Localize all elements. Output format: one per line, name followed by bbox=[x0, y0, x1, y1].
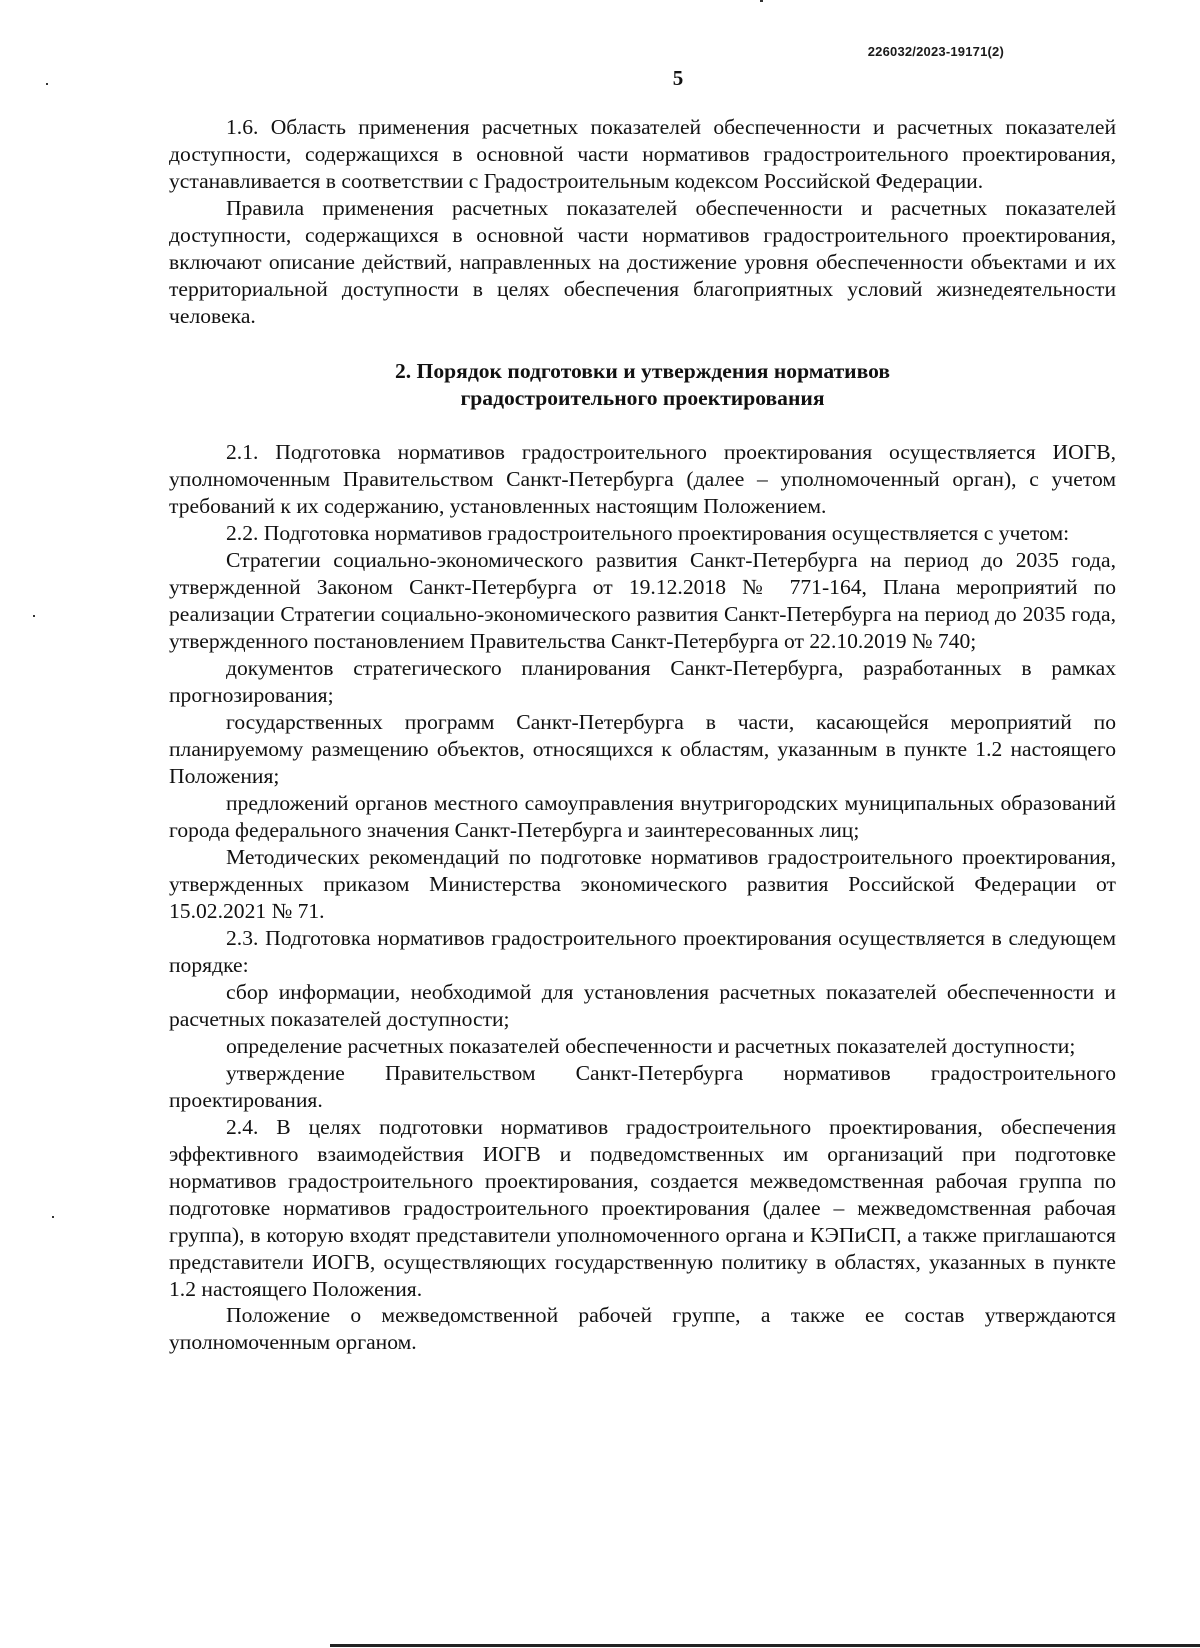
list-item-local-proposals: предложений органов местного самоуправления внутригородских муниципальных образований города федерального значения Санкт-Петербурга и заинтересованных лиц; bbox=[169, 791, 1116, 842]
section-2-heading-line-2: градостроительного проектирования bbox=[460, 386, 825, 410]
list-item-methodical-recommendations: Методических рекомендаций по подготовке нормативов градостроительного проектирования, утвержденных приказом Министерства экономического развития Российской Федерации от 15.02.2021 № 71. bbox=[169, 845, 1116, 923]
paragraph-2-2: 2.2. Подготовка нормативов градостроительного проектирования осуществляется с учетом: bbox=[226, 521, 1070, 545]
list-item-information-collection: сбор информации, необходимой для установления расчетных показателей обеспеченности и расчетных показателей доступности; bbox=[169, 980, 1116, 1031]
list-item-indicators-definition: определение расчетных показателей обеспеченности и расчетных показателей доступности; bbox=[226, 1034, 1076, 1058]
paragraph-2-1: 2.1. Подготовка нормативов градостроительного проектирования осуществляется ИОГВ, уполномоченным Правительством Санкт-Петербурга (далее – уполномоченный орган), с учетом требований к их содержанию, установленных настоящим Положением. bbox=[169, 440, 1116, 518]
section-2-heading-line-1: 2. Порядок подготовки и утверждения нормативов bbox=[394, 359, 891, 383]
document-registration-number: 226032/2023-19171(2) bbox=[867, 44, 1004, 59]
paragraph-2-4: 2.4. В целях подготовки нормативов градостроительного проектирования, обеспечения эффективного взаимодействия ИОГВ и подведомственных им организаций при подготовке нормативов градостроительного проектирования, создается межведомственная рабочая группа по подготовке нормативов градостроительного проектирования (далее – межведомственная рабочая группа), в которую входят представители уполномоченного органа и КЭПиСП, а также приглашаются представители ИОГВ, осуществляющих государственную политику в областях, указанных в пункте 1.2 настоящего Положения. bbox=[169, 1115, 1116, 1301]
paragraph-working-group-regulation: Положение о межведомственной рабочей группе, а также ее состав утверждаются уполномоченным органом. bbox=[169, 1303, 1116, 1354]
list-item-state-programs: государственных программ Санкт-Петербурга в части, касающейся мероприятий по планируемому размещению объектов, относящихся к областям, указанным в пункте 1.2 настоящего Положения; bbox=[169, 710, 1116, 788]
scan-artifact-dot bbox=[52, 1216, 54, 1218]
paragraph-application-rules: Правила применения расчетных показателей обеспеченности и расчетных показателей доступности, содержащихся в основной части нормативов градостроительного проектирования, включают описание действий, направленных на достижение уровня обеспеченности объектами и их территориальной доступности в целях обеспечения благоприятных условий жизнедеятельности человека. bbox=[169, 196, 1116, 328]
scan-bottom-edge bbox=[330, 1644, 1200, 1647]
section-2-heading bbox=[169, 358, 1116, 412]
scan-artifact-dot bbox=[46, 83, 48, 85]
section-2-body bbox=[169, 439, 1116, 1356]
list-item-strategy: Стратегии социально-экономического развития Санкт-Петербурга на период до 2035 года, утвержденной Законом Санкт-Петербурга от 19.12.2018 № 771-164, Плана мероприятий по реализации Стратегии социально-экономического развития Санкт-Петербурга на период до 2035 года, утвержденного постановлением Правительства Санкт-Петербурга от 22.10.2019 № 740; bbox=[169, 548, 1116, 653]
list-item-strategic-planning: документов стратегического планирования Санкт-Петербурга, разработанных в рамках прогнозирования; bbox=[169, 656, 1116, 707]
scan-artifact-dot bbox=[760, 0, 763, 2]
scan-artifact-dot bbox=[33, 615, 35, 617]
section-1-continuation bbox=[169, 114, 1116, 330]
document-body bbox=[169, 114, 1116, 1356]
paragraph-1-6: 1.6. Область применения расчетных показателей обеспеченности и расчетных показателей доступности, содержащихся в основной части нормативов градостроительного проектирования, устанавливается в соответствии с Градостроительным кодексом Российской Федерации. bbox=[169, 115, 1116, 193]
list-item-approval: утверждение Правительством Санкт-Петербурга нормативов градостроительного проектирования. bbox=[169, 1061, 1116, 1112]
page-number: 5 bbox=[672, 66, 684, 90]
paragraph-2-3: 2.3. Подготовка нормативов градостроительного проектирования осуществляется в следующем порядке: bbox=[169, 926, 1116, 977]
